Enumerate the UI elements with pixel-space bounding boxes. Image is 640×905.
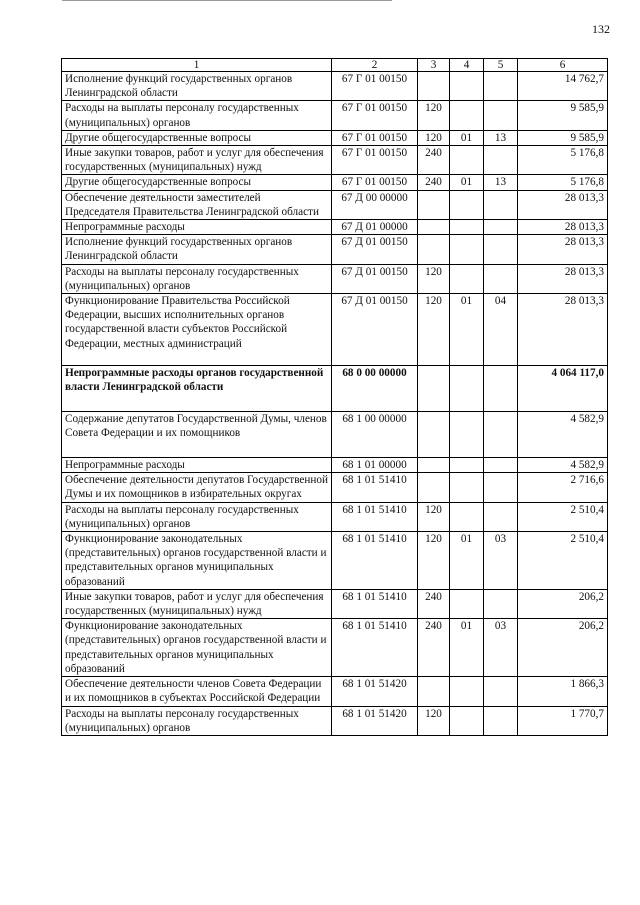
column-header: 1 <box>62 59 332 72</box>
subsection-cell <box>484 72 518 101</box>
amount-cell: 28 013,3 <box>518 294 608 366</box>
section-cell <box>450 412 484 458</box>
section-cell: 01 <box>450 294 484 366</box>
section-cell <box>450 190 484 219</box>
amount-cell: 206,2 <box>518 589 608 618</box>
expense-type-cell <box>418 677 450 706</box>
column-header: 6 <box>518 59 608 72</box>
expense-type-cell: 240 <box>418 146 450 175</box>
expense-type-cell <box>418 458 450 473</box>
target-code-cell: 67 Г 01 00150 <box>332 130 418 145</box>
budget-table <box>61 58 608 736</box>
item-name-cell: Непрограммные расходы <box>62 458 332 473</box>
item-name-cell: Расходы на выплаты персоналу государственных (муниципальных) органов <box>62 264 332 293</box>
item-name-cell: Функционирование законодательных (представительных) органов государственной власти и представительных органов муниципальных образований <box>62 619 332 677</box>
table-row <box>62 130 608 145</box>
section-cell: 01 <box>450 619 484 677</box>
column-header: 2 <box>332 59 418 72</box>
subsection-cell: 03 <box>484 532 518 590</box>
table-row <box>62 502 608 531</box>
item-name-cell: Непрограммные расходы органов государственной власти Ленинградской области <box>62 366 332 412</box>
amount-cell: 206,2 <box>518 619 608 677</box>
target-code-cell: 68 1 01 51410 <box>332 619 418 677</box>
section-cell <box>450 458 484 473</box>
subsection-cell: 13 <box>484 175 518 190</box>
amount-cell: 5 176,8 <box>518 146 608 175</box>
target-code-cell: 68 1 01 51410 <box>332 532 418 590</box>
target-code-cell: 68 0 00 00000 <box>332 366 418 412</box>
table-row <box>62 294 608 366</box>
table-row <box>62 412 608 458</box>
target-code-cell: 68 1 01 51410 <box>332 589 418 618</box>
amount-cell: 9 585,9 <box>518 101 608 130</box>
subsection-cell: 13 <box>484 130 518 145</box>
section-cell <box>450 101 484 130</box>
expense-type-cell: 120 <box>418 294 450 366</box>
target-code-cell: 67 Д 01 00150 <box>332 264 418 293</box>
subsection-cell <box>484 235 518 264</box>
subsection-cell <box>484 589 518 618</box>
table-row <box>62 473 608 502</box>
section-cell <box>450 72 484 101</box>
subsection-cell <box>484 190 518 219</box>
expense-type-cell: 120 <box>418 706 450 735</box>
target-code-cell: 67 Д 01 00150 <box>332 294 418 366</box>
amount-cell: 1 770,7 <box>518 706 608 735</box>
table-row <box>62 101 608 130</box>
amount-cell: 2 716,6 <box>518 473 608 502</box>
column-header: 3 <box>418 59 450 72</box>
subsection-cell: 03 <box>484 619 518 677</box>
column-header: 5 <box>484 59 518 72</box>
subsection-cell <box>484 264 518 293</box>
amount-cell: 4 064 117,0 <box>518 366 608 412</box>
table-row <box>62 235 608 264</box>
item-name-cell: Обеспечение деятельности депутатов Государственной Думы и их помощников в избирательных округах <box>62 473 332 502</box>
item-name-cell: Исполнение функций государственных органов Ленинградской области <box>62 235 332 264</box>
table-row <box>62 72 608 101</box>
section-cell: 01 <box>450 175 484 190</box>
target-code-cell: 67 Г 01 00150 <box>332 101 418 130</box>
amount-cell: 4 582,9 <box>518 458 608 473</box>
expense-type-cell <box>418 366 450 412</box>
section-cell: 01 <box>450 130 484 145</box>
table-row <box>62 458 608 473</box>
section-cell <box>450 235 484 264</box>
section-cell <box>450 589 484 618</box>
item-name-cell: Другие общегосударственные вопросы <box>62 130 332 145</box>
amount-cell: 14 762,7 <box>518 72 608 101</box>
subsection-cell <box>484 146 518 175</box>
amount-cell: 9 585,9 <box>518 130 608 145</box>
subsection-cell <box>484 502 518 531</box>
expense-type-cell: 120 <box>418 502 450 531</box>
expense-type-cell: 240 <box>418 175 450 190</box>
target-code-cell: 68 1 01 51420 <box>332 706 418 735</box>
target-code-cell: 68 1 01 51410 <box>332 502 418 531</box>
item-name-cell: Обеспечение деятельности членов Совета Федерации и их помощников в субъектах Российской Федерации <box>62 677 332 706</box>
item-name-cell: Функционирование Правительства Российской Федерации, высших исполнительных органов государственной власти субъектов Российской Федерации, местных администраций <box>62 294 332 366</box>
expense-type-cell <box>418 412 450 458</box>
table-row <box>62 619 608 677</box>
column-header: 4 <box>450 59 484 72</box>
expense-type-cell: 120 <box>418 101 450 130</box>
target-code-cell: 67 Д 01 00150 <box>332 235 418 264</box>
subsection-cell <box>484 366 518 412</box>
page-number: 132 <box>592 22 610 36</box>
amount-cell: 28 013,3 <box>518 190 608 219</box>
subsection-cell <box>484 412 518 458</box>
expense-type-cell: 120 <box>418 532 450 590</box>
table-row <box>62 532 608 590</box>
target-code-cell: 68 1 01 51420 <box>332 677 418 706</box>
section-cell <box>450 473 484 502</box>
table-row <box>62 264 608 293</box>
top-rule <box>62 0 392 2</box>
expense-type-cell: 120 <box>418 264 450 293</box>
table-row <box>62 366 608 412</box>
subsection-cell <box>484 458 518 473</box>
expense-type-cell: 240 <box>418 589 450 618</box>
target-code-cell: 68 1 01 51410 <box>332 473 418 502</box>
amount-cell: 28 013,3 <box>518 264 608 293</box>
subsection-cell <box>484 220 518 235</box>
table-row <box>62 175 608 190</box>
subsection-cell <box>484 473 518 502</box>
table-row <box>62 220 608 235</box>
expense-type-cell <box>418 72 450 101</box>
expense-type-cell <box>418 473 450 502</box>
target-code-cell: 68 1 01 00000 <box>332 458 418 473</box>
item-name-cell: Обеспечение деятельности заместителей Председателя Правительства Ленинградской области <box>62 190 332 219</box>
item-name-cell: Иные закупки товаров, работ и услуг для обеспечения государственных (муниципальных) нужд <box>62 146 332 175</box>
section-cell <box>450 146 484 175</box>
item-name-cell: Расходы на выплаты персоналу государственных (муниципальных) органов <box>62 101 332 130</box>
section-cell <box>450 366 484 412</box>
table-row <box>62 146 608 175</box>
amount-cell: 28 013,3 <box>518 235 608 264</box>
target-code-cell: 67 Д 00 00000 <box>332 190 418 219</box>
item-name-cell: Иные закупки товаров, работ и услуг для обеспечения государственных (муниципальных) нужд <box>62 589 332 618</box>
subsection-cell <box>484 706 518 735</box>
item-name-cell: Расходы на выплаты персоналу государственных (муниципальных) органов <box>62 502 332 531</box>
expense-type-cell <box>418 235 450 264</box>
table-row <box>62 589 608 618</box>
section-cell <box>450 502 484 531</box>
target-code-cell: 67 Г 01 00150 <box>332 175 418 190</box>
target-code-cell: 68 1 00 00000 <box>332 412 418 458</box>
section-cell <box>450 220 484 235</box>
header-row <box>62 59 608 72</box>
subsection-cell <box>484 101 518 130</box>
table-row <box>62 706 608 735</box>
item-name-cell: Расходы на выплаты персоналу государственных (муниципальных) органов <box>62 706 332 735</box>
section-cell: 01 <box>450 532 484 590</box>
expense-type-cell: 120 <box>418 130 450 145</box>
section-cell <box>450 264 484 293</box>
amount-cell: 5 176,8 <box>518 175 608 190</box>
amount-cell: 1 866,3 <box>518 677 608 706</box>
target-code-cell: 67 Г 01 00150 <box>332 72 418 101</box>
target-code-cell: 67 Д 01 00000 <box>332 220 418 235</box>
expense-type-cell: 240 <box>418 619 450 677</box>
expense-type-cell <box>418 190 450 219</box>
amount-cell: 28 013,3 <box>518 220 608 235</box>
table-row <box>62 677 608 706</box>
amount-cell: 2 510,4 <box>518 502 608 531</box>
item-name-cell: Исполнение функций государственных органов Ленинградской области <box>62 72 332 101</box>
subsection-cell: 04 <box>484 294 518 366</box>
item-name-cell: Другие общегосударственные вопросы <box>62 175 332 190</box>
target-code-cell: 67 Г 01 00150 <box>332 146 418 175</box>
expense-type-cell <box>418 220 450 235</box>
subsection-cell <box>484 677 518 706</box>
section-cell <box>450 677 484 706</box>
item-name-cell: Содержание депутатов Государственной Думы, членов Совета Федерации и их помощников <box>62 412 332 458</box>
section-cell <box>450 706 484 735</box>
table-row <box>62 190 608 219</box>
item-name-cell: Непрограммные расходы <box>62 220 332 235</box>
amount-cell: 4 582,9 <box>518 412 608 458</box>
item-name-cell: Функционирование законодательных (представительных) органов государственной власти и представительных органов муниципальных образований <box>62 532 332 590</box>
amount-cell: 2 510,4 <box>518 532 608 590</box>
